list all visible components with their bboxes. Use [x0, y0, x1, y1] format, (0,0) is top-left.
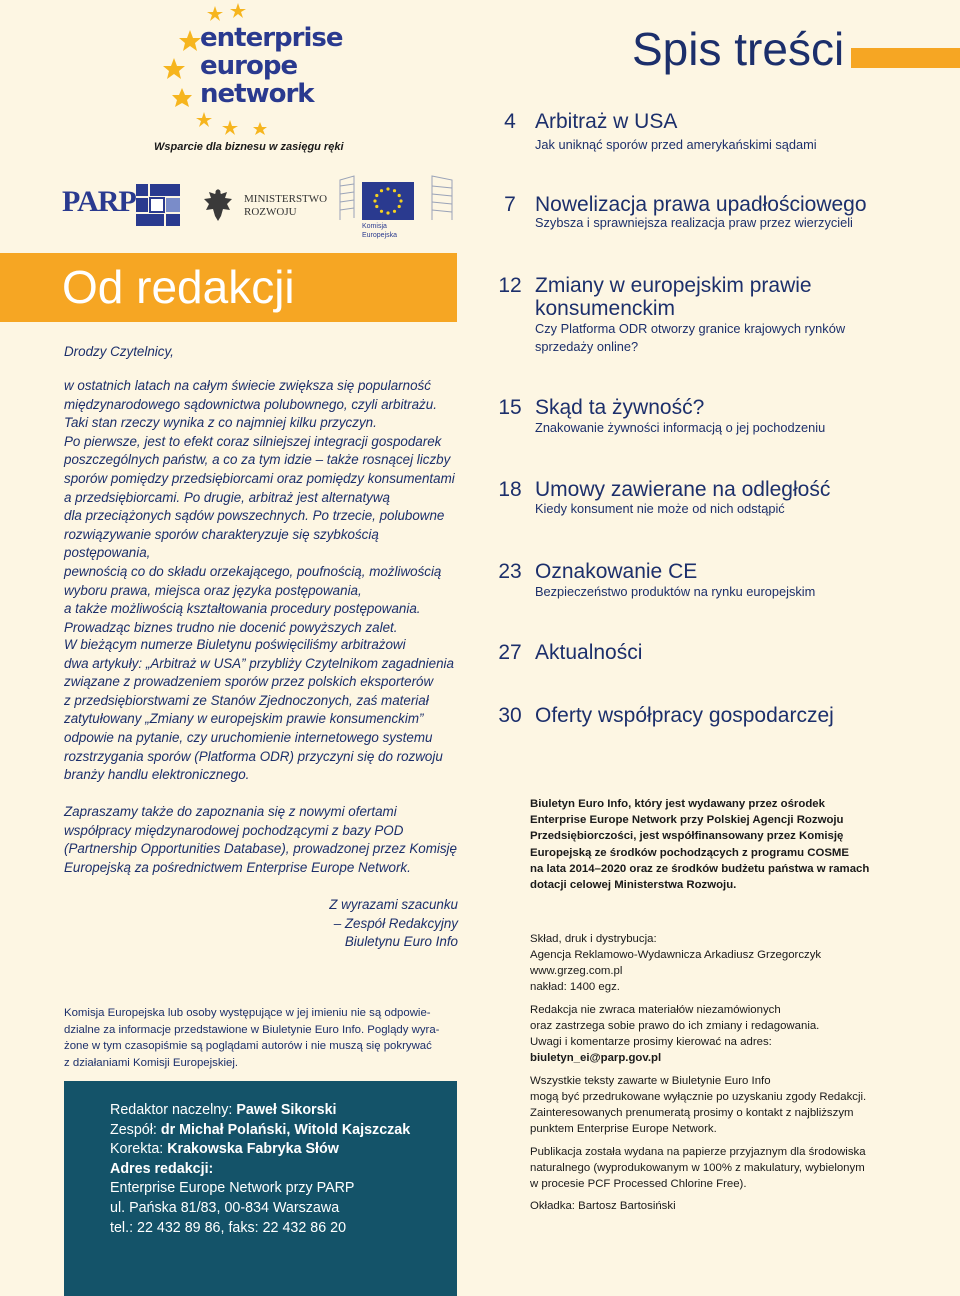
editorial-paragraph-3-line: Zapraszamy także do zapoznania się z nowymi ofertami [64, 804, 397, 819]
toc-item-title: Skąd ta żywność? [535, 396, 705, 419]
editorial-paragraph-2-line: rozstrzygania sporów (Platforma ODR) przyczyni się do rozwoju [64, 748, 443, 764]
editorial-paragraph-2 [64, 636, 464, 785]
toc-item-title: Zmiany w europejskim prawie konsumenckim [535, 274, 812, 320]
toc-item-subtitle: Bezpieczeństwo produktów na rynku europejskim [535, 584, 816, 599]
editorial-paragraph-1-line: dla przeciążonych sądów powszechnych. Po trzecie, polubowne [64, 508, 445, 524]
editorial-paragraph-1-line: wyboru prawa, miejsca oraz języka postępowania, [64, 582, 362, 598]
toc-title-bar [851, 48, 960, 68]
toc-item[interactable] [495, 110, 935, 180]
toc-page-number: 12 [498, 274, 522, 297]
contact-email[interactable]: biuletyn_ei@parp.gov.pl [530, 1052, 662, 1064]
editorial-paragraph-2-line: W bieżącym numerze Biuletynu poświęciliśmy arbitrażowi [64, 637, 406, 652]
rights-info-line: Wszystkie teksty zawarte w Biuletynie Euro Info [530, 1075, 771, 1087]
toc-item[interactable] [495, 478, 935, 548]
editorial-signoff [260, 896, 458, 952]
editorial-greeting: Drodzy Czytelnicy, [64, 344, 174, 359]
een-wordmark [200, 24, 342, 108]
editorial-paragraph-2-line: zatytułowany „Zmiany w europejskim prawie konsumenckim” [64, 711, 424, 727]
toc-item[interactable] [495, 396, 935, 466]
editorial-paragraph-1-line: sporów pomiędzy przedsiębiorcami oraz pomiędzy konsumentami [64, 470, 455, 486]
editorial-paragraph-1-line: poszczególnych państw, a co za tym idzie – także rosnącej liczby [64, 452, 451, 468]
toc-item[interactable] [495, 641, 935, 711]
toc-item-subtitle: Kiedy konsument nie może od nich odstąpić [535, 501, 785, 516]
editorial-paragraph-2-line: odpowie na pytanie, czy uruchomienie internetowego systemu [64, 729, 433, 745]
print-info-line: nakład: 1400 egz. [530, 981, 620, 993]
polish-eagle-icon [200, 186, 236, 224]
rights-info-line: mogą być przedrukowane wyłącznie po uzyskaniu zgody Redakcji. [530, 1091, 867, 1103]
address-line-3: tel.: 22 432 89 86, faks: 22 432 86 20 [110, 1219, 347, 1236]
editorial-paragraph-2-line: związane z prowadzeniem sporów przez polskich eksporterów [64, 674, 434, 690]
editorial-paragraph-2-line: z przedsiębiorstwami ze Stanów Zjednoczonych, zaś materiał [64, 692, 429, 708]
toc-item-title: Oferty współpracy gospodarczej [535, 704, 834, 727]
team-row [110, 1121, 450, 1141]
toc-page-number: 18 [498, 478, 522, 501]
toc-page-number: 30 [498, 704, 522, 727]
toc-item-subtitle: Znakowanie żywności informacją o jej pochodzeniu [535, 420, 826, 435]
toc-page-number: 23 [498, 560, 522, 583]
editorial-paragraph-1-line: międzynarodowego sądownictwa polubownego, czyli arbitrażu. [64, 396, 437, 412]
team-label: Zespół: [110, 1121, 161, 1138]
proof-row [110, 1140, 450, 1160]
editorial-paragraph-1-line: a przedsiębiorcami. Po drugie, arbitraż jest alternatywą [64, 489, 390, 505]
disclaimer-line: dzialne za informacje przedstawione w Biuletynie Euro Info. Poglądy wyra- [64, 1023, 440, 1036]
disclaimer [64, 1005, 464, 1071]
materials-info-line: Redakcja nie zwraca materiałów niezamówionych [530, 1004, 781, 1016]
disclaimer-line: żone w tym czasopiśmie są poglądami autorów i nie muszą się pokrywać [64, 1040, 432, 1052]
ministry-wordmark [244, 193, 327, 219]
toc-item-title: Oznakowanie CE [535, 560, 698, 583]
address-line-1: Enterprise Europe Network przy PARP [110, 1180, 355, 1197]
toc-item-title: Nowelizacja prawa upadłościowego [535, 193, 867, 216]
print-info [530, 931, 910, 995]
een-line-2: europe [200, 51, 298, 81]
toc-title: Spis treści [632, 23, 845, 75]
editorial-paragraph-3 [64, 803, 464, 877]
publication-info-line: na lata 2014–2020 oraz ze środków budżetu państwa w ramach [530, 862, 870, 875]
toc-item-title: Arbitraż w USA [535, 110, 678, 133]
editorial-paragraph-3-line: współpracy międzynarodowej pochodzącymi z bazy POD [64, 822, 404, 838]
publication-info [530, 796, 910, 893]
team-names: dr Michał Polański, Witold Kajszczak [160, 1121, 411, 1138]
proof-label: Korekta: [110, 1141, 168, 1158]
paper-info [530, 1144, 910, 1192]
parp-mark-icon [136, 184, 182, 226]
address-label: Adres redakcji: [110, 1160, 214, 1177]
signoff-line: Z wyrazami szacunku [329, 897, 458, 912]
ec-label-line-2: Europejska [362, 232, 398, 239]
ministry-line-1: MINISTERSTWO [244, 193, 328, 205]
toc-item[interactable] [495, 560, 935, 630]
editorial-paragraph-1-line: Prowadząc biznes trudno nie docenić powyższych zalet. [64, 619, 398, 635]
address-line-2: ul. Pańska 81/83, 00-834 Warszawa [110, 1199, 340, 1216]
toc-page-number: 7 [504, 193, 516, 216]
editorial-paragraph-2-line: dwa artykuły: „Arbitraż w USA” przybliży Czytelnikom zagadnienia [64, 655, 454, 671]
editorial-paragraph-1-line: a także możliwością kształtowania procedury postępowania. [64, 601, 421, 617]
materials-info-line: oraz zastrzega sobie prawo do ich zmiany i redagowania. [530, 1020, 820, 1032]
disclaimer-line: z działaniami Komisji Europejskiej. [64, 1056, 239, 1069]
materials-info [530, 1002, 910, 1066]
toc-page-number: 15 [498, 396, 522, 419]
toc-item-subtitle: Szybsza i sprawniejsza realizacja praw przez wierzycieli [535, 215, 853, 230]
toc-item[interactable] [495, 704, 935, 774]
een-tagline: Wsparcie dla biznesu w zasięgu ręki [154, 141, 344, 153]
publication-info-line: Przedsiębiorczości, jest współfinansowany przez Komisję [530, 830, 844, 843]
paper-info-line: naturalnego (wyprodukowanym w 100% z makulatury, wybielonym [530, 1162, 865, 1174]
editorial-paragraph-1-line: Po pierwsze, jest to efekt coraz silniejszej integracji gospodarek [64, 433, 442, 449]
print-info-line: Agencja Reklamowo-Wydawnicza Arkadiusz Grzegorczyk [530, 949, 822, 961]
signoff-line: – Zespół Redakcyjny [333, 915, 458, 931]
toc-page-number: 4 [504, 110, 516, 133]
ec-label [362, 222, 397, 240]
rights-info-line: Zainteresowanych prenumeratą prosimy o kontakt z najbliższym [530, 1107, 854, 1119]
parp-wordmark: PARP [62, 185, 136, 218]
toc-item[interactable] [495, 274, 935, 354]
editor-name: Paweł Sikorski [236, 1102, 337, 1118]
toc-page-number: 27 [498, 641, 522, 664]
publication-info-line: dotacji celowej Ministerstwa Rozwoju. [530, 879, 737, 892]
editorial-paragraph-3-line: Europejską za pośrednictwem Enterprise Europe Network. [64, 859, 411, 875]
cover-credit: Okładka: Bartosz Bartosiński [530, 1200, 676, 1212]
editorial-paragraph-1 [64, 377, 464, 637]
editorial-team [110, 1101, 450, 1238]
publication-info-line: Biuletyn Euro Info, który jest wydawany przez ośrodek [530, 798, 825, 810]
print-info-line: www.grzeg.com.pl [530, 965, 623, 977]
editorial-paragraph-1-line: pewnością co do składu orzekającego, poufnością, możliwością [64, 563, 442, 579]
toc-item-subtitle: Jak uniknąć sporów przed amerykańskimi sądami [535, 137, 817, 152]
editor-row [110, 1101, 450, 1121]
editorial-paragraph-1-line: rozwiązywanie sporów charakteryzuje się szybkością postępowania, [64, 526, 379, 561]
een-line-3: network [200, 79, 314, 109]
signoff-line: Biuletynu Euro Info [344, 934, 458, 950]
materials-lines [530, 1002, 910, 1050]
disclaimer-line: Komisja Europejska lub osoby występujące w jej imieniu nie są odpowie- [64, 1007, 431, 1019]
rights-info [530, 1073, 910, 1137]
rights-info-line: punktem Enterprise Europe Network. [530, 1123, 717, 1135]
editorial-paragraph-3-line: (Partnership Opportunities Database), prowadzonej przez Komisję [64, 841, 457, 857]
proof-name: Krakowska Fabryka Słów [167, 1141, 339, 1158]
editorial-paragraph-1-line: w ostatnich latach na całym świecie zwiększa się popularność [64, 378, 431, 393]
print-info-line: Skład, druk i dystrybucja: [530, 933, 657, 945]
editorial-title: Od redakcji [62, 261, 295, 313]
publication-info-line: Europejską ze środków pochodzących z programu COSME [530, 846, 850, 859]
ministry-line-2: ROZWOJU [244, 206, 297, 218]
paper-info-line: w procesie PCF Processed Chlorine Free). [530, 1178, 747, 1190]
editor-label: Redaktor naczelny: [110, 1102, 237, 1118]
toc-item-title: Aktualności [535, 641, 643, 664]
toc-item[interactable] [495, 193, 935, 263]
paper-info-line: Publikacja została wydana na papierze przyjaznym dla środowiska [530, 1146, 866, 1158]
editorial-paragraph-2-line: branży handlu elektronicznego. [64, 767, 250, 783]
een-line-1: enterprise [200, 23, 343, 53]
toc-item-title: Umowy zawierane na odległość [535, 478, 831, 501]
toc-item-subtitle: Czy Platforma ODR otworzy granice krajowych rynków sprzedaży online? [535, 321, 846, 354]
materials-info-line: Uwagi i komentarze prosimy kierować na adres: [530, 1036, 772, 1048]
ec-label-line-1: Komisja [362, 223, 387, 230]
publication-info-line: Enterprise Europe Network przy Polskiej Agencji Rozwoju [530, 814, 844, 827]
editorial-paragraph-1-line: Taki stan rzeczy wynika z co najmniej kilku przyczyn. [64, 415, 377, 431]
